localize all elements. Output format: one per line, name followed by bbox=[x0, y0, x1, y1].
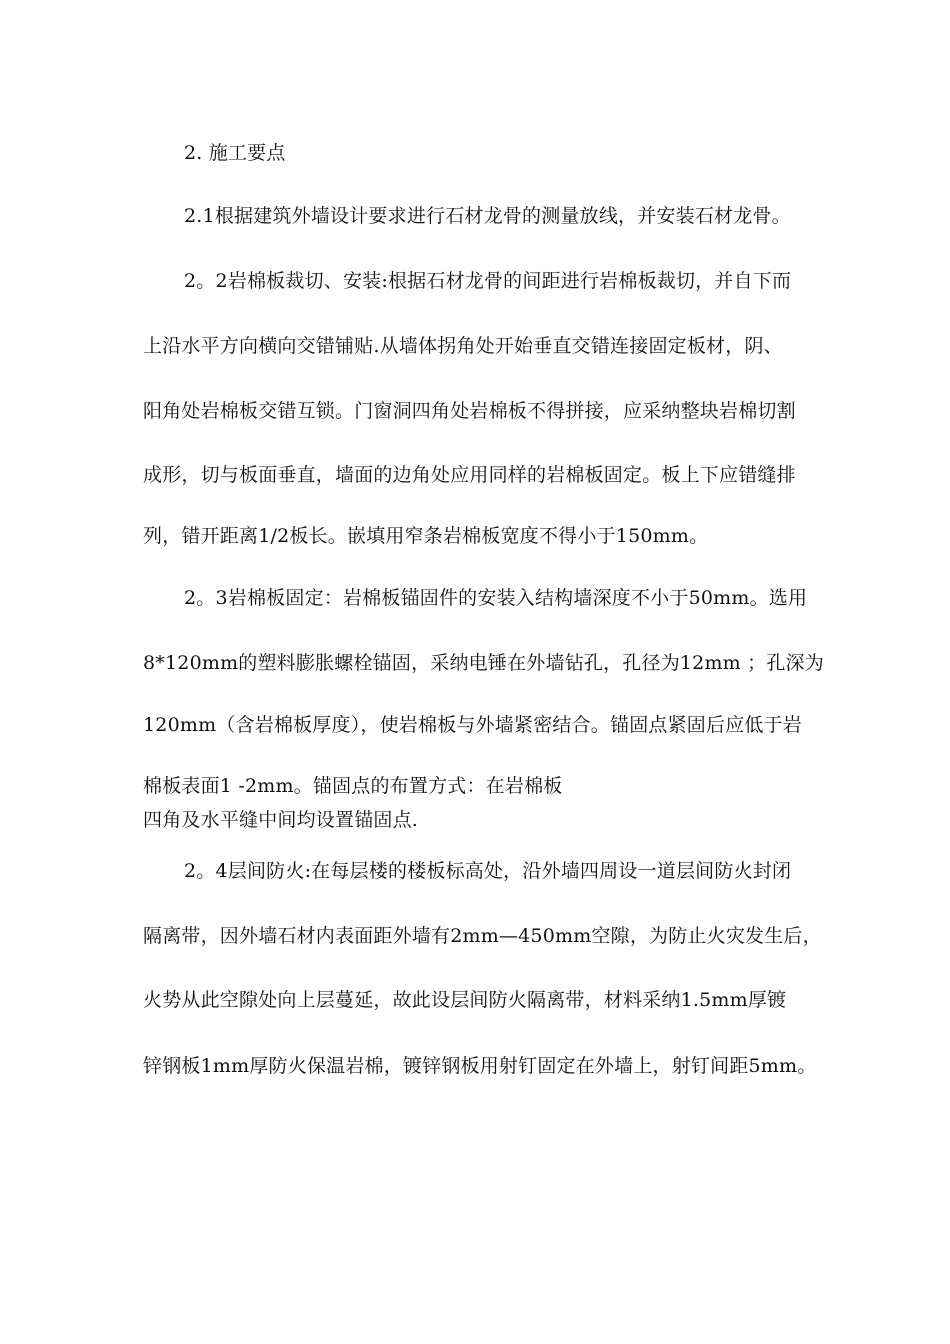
paragraph-2-3-line-3: 120mm（含岩棉板厚度），使岩棉板与外墙紧密结合。锚固点紧固后应低于岩 bbox=[143, 714, 803, 736]
paragraph-2-3-line-4: 棉板表面1 -2mm。锚固点的布置方式：在岩棉板 bbox=[143, 775, 563, 797]
paragraph-2-3-line-2: 8*120mm的塑料膨胀螺栓锚固，采纳电锤在外墙钻孔，孔径为12mm ；孔深为 bbox=[143, 652, 824, 674]
paragraph-2-2-line-3: 阳角处岩棉板交错互锁。门窗洞四角处岩棉板不得拼接，应采纳整块岩棉切割 bbox=[143, 400, 796, 422]
paragraph-2-3-line-1: 2。3岩棉板固定：岩棉板锚固件的安装入结构墙深度不小于50mm。选用 bbox=[184, 587, 808, 609]
paragraph-2-2-line-4: 成形，切与板面垂直，墙面的边角处应用同样的岩棉板固定。板上下应错缝排 bbox=[143, 464, 796, 486]
paragraph-2-1-line-1: 2.1根据建筑外墙设计要求进行石材龙骨的测量放线，并安装石材龙骨。 bbox=[184, 205, 791, 227]
paragraph-2-4-line-3: 火势从此空隙处向上层蔓延，故此设层间防火隔离带，材料采纳1.5mm厚镀 bbox=[143, 989, 787, 1011]
paragraph-2-4-line-1: 2。4层间防火:在每层楼的楼板标高处，沿外墙四周设一道层间防火封闭 bbox=[184, 860, 792, 882]
paragraph-2-2-line-1: 2。2岩棉板裁切、安装:根据石材龙骨的间距进行岩棉板裁切，并自下而 bbox=[184, 270, 792, 292]
paragraph-2-3-line-5: 四角及水平缝中间均设置锚固点. bbox=[143, 809, 419, 831]
paragraph-2-2-line-5: 列，错开距离1/2板长。嵌填用窄条岩棉板宽度不得小于150mm。 bbox=[143, 525, 709, 547]
paragraph-2-4-line-4: 锌钢板1mm厚防火保温岩棉，镀锌钢板用射钉固定在外墙上，射钉间距5mm。 bbox=[143, 1055, 817, 1077]
paragraph-2-2-line-2: 上沿水平方向横向交错铺贴.从墙体拐角处开始垂直交错连接固定板材，阴、 bbox=[143, 335, 783, 357]
paragraph-2-4-line-2: 隔离带，因外墙石材内表面距外墙有2mm—450mm空隙，为防止火灾发生后， bbox=[143, 925, 822, 947]
section-heading: 2. 施工要点 bbox=[184, 142, 286, 164]
